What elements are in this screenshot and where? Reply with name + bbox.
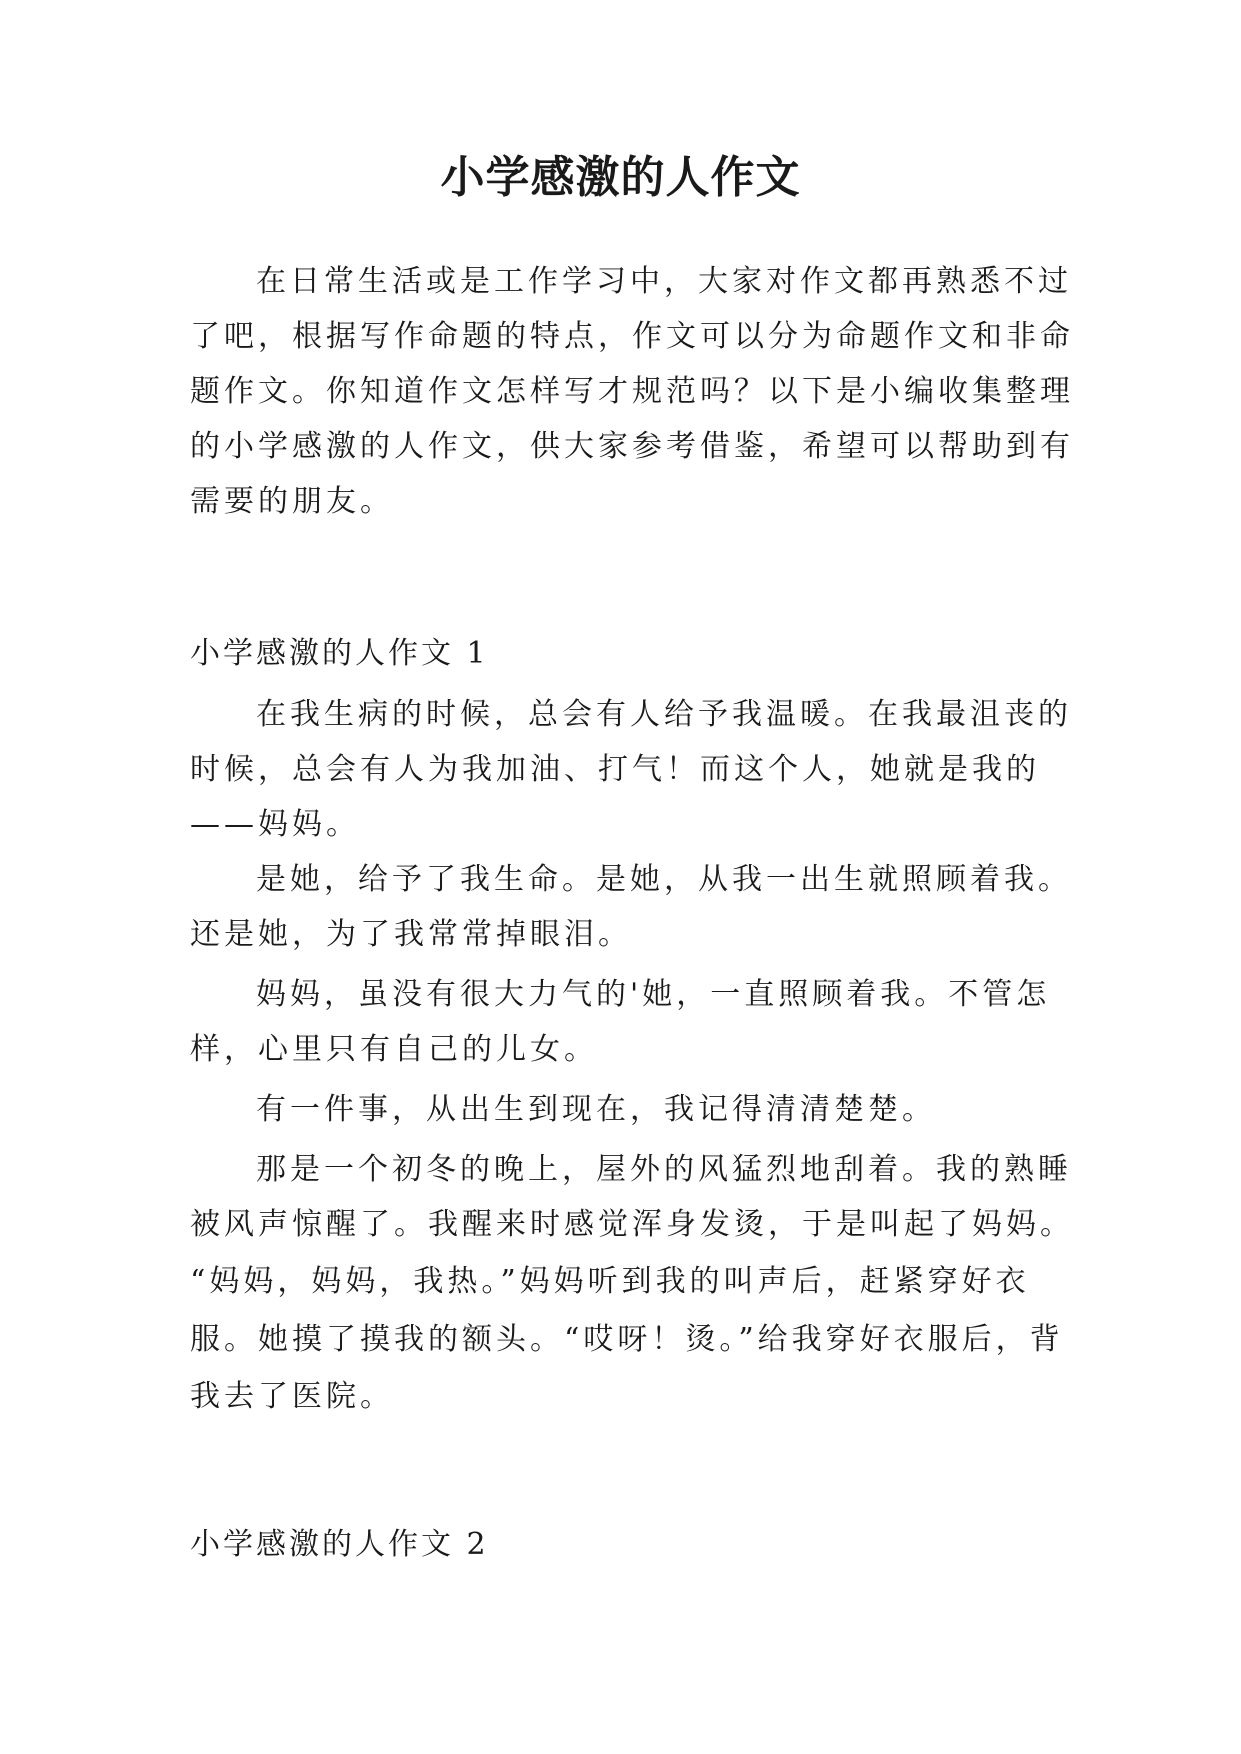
essay-line: 被风声惊醒了。我醒来时感觉浑身发烫，于是叫起了妈妈。 xyxy=(190,1207,1074,1242)
essay-line: 有一件事，从出生到现在，我记得清清楚楚。 xyxy=(256,1092,936,1127)
essay-line: 那是一个初冬的晚上，屋外的风猛烈地刮着。我的熟睡 xyxy=(256,1152,1072,1187)
essay-line: 服。她摸了摸我的额头。“哎呀！烫。”给我穿好衣服后，背 xyxy=(190,1322,1064,1357)
intro-line: 了吧，根据写作命题的特点，作文可以分为命题作文和非命 xyxy=(190,319,1074,354)
essay-line: 样，心里只有自己的儿女。 xyxy=(190,1032,598,1067)
essay-line: 是她，给予了我生命。是她，从我一出生就照顾着我。 xyxy=(256,862,1072,897)
essay-line: 还是她，为了我常常掉眼泪。 xyxy=(190,917,632,952)
intro-line: 的小学感激的人作文，供大家参考借鉴，希望可以帮助到有 xyxy=(190,429,1074,464)
essay-heading: 小学感激的人作文 2 xyxy=(190,1527,489,1562)
intro-line: 题作文。你知道作文怎样写才规范吗？以下是小编收集整理 xyxy=(190,374,1074,409)
essay-line: 我去了医院。 xyxy=(190,1379,394,1414)
essay-line: ——妈妈。 xyxy=(190,807,360,842)
intro-line: 在日常生活或是工作学习中，大家对作文都再熟悉不过 xyxy=(256,264,1072,299)
essay-line: 妈妈，虽没有很大力气的'她，一直照顾着我。不管怎 xyxy=(256,977,1051,1012)
essay-line: 时候，总会有人为我加油、打气！而这个人，她就是我的 xyxy=(190,752,1040,787)
essay-line: “妈妈，妈妈，我热。”妈妈听到我的叫声后，赶紧穿好衣 xyxy=(190,1264,1030,1299)
document-title: 小学感激的人作文 xyxy=(440,152,801,203)
essay-heading: 小学感激的人作文 1 xyxy=(190,636,489,671)
intro-line: 需要的朋友。 xyxy=(190,484,394,519)
essay-line: 在我生病的时候，总会有人给予我温暖。在我最沮丧的 xyxy=(256,697,1072,732)
